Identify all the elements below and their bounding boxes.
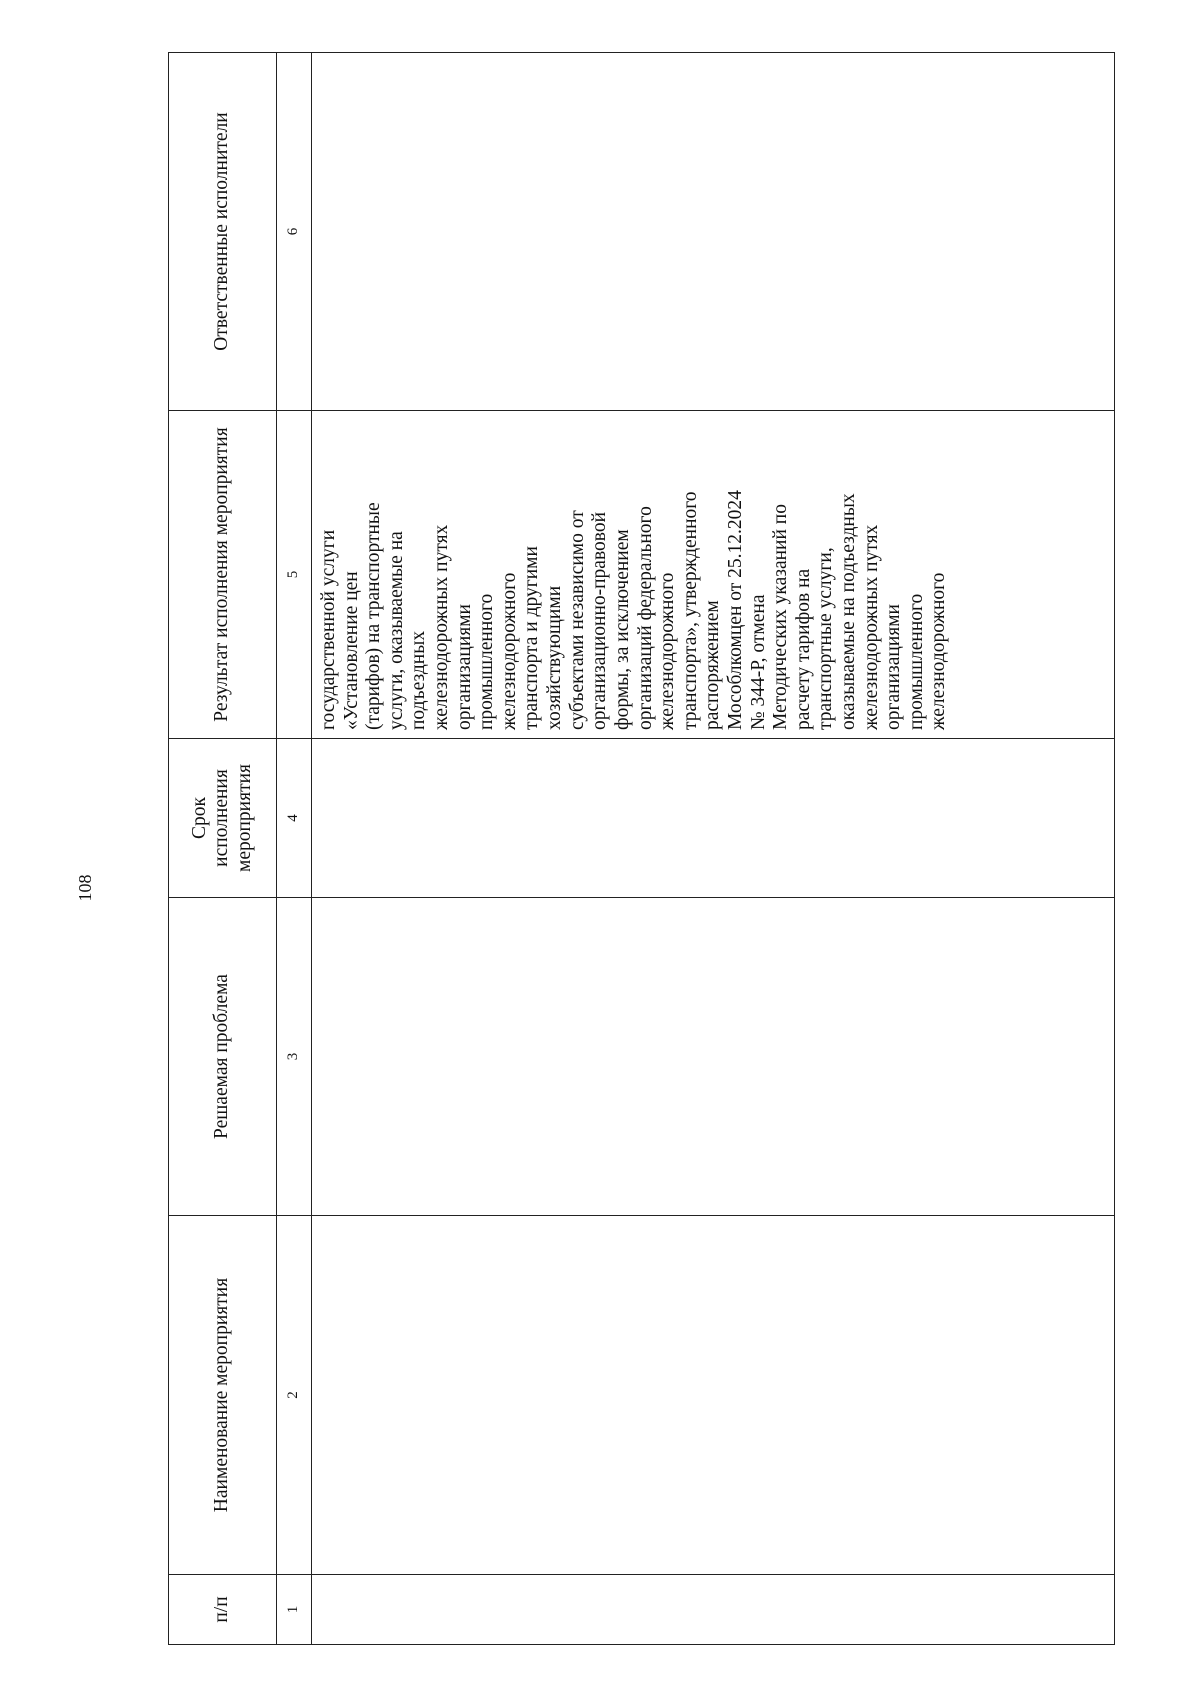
cell-deadline [312, 739, 1115, 898]
header-deadline: Срок исполнения мероприятия [169, 739, 277, 898]
header-responsible: Ответственные исполнители [169, 53, 277, 411]
cell-responsible [312, 53, 1115, 411]
cell-result: государственной услуги «Установление цен (тарифов) на транспортные услуги, оказываемые на подъездных железнодорожных путях организациями промышленного железнодорожного транспорта и другими хозяйствующими субъектами независимо от организационно-правовой формы, за исключением организаций федерального железнодорожного транспорта», утвержденного распоряжением Мособлкомцен от 25.12.2024 № 344-Р, отмена Методических указаний по расчету тарифов на транспортные услуги, оказываемые на подъездных железнодорожных путях организациями промышленного железнодорожного [312, 411, 1115, 739]
column-number: 2 [277, 1216, 312, 1575]
table-container [168, 53, 1115, 1696]
header-num: п/п [169, 1575, 277, 1645]
header-name: Наименование мероприятия [169, 1216, 277, 1575]
column-numbers-row [277, 53, 312, 1645]
header-problem: Решаемая проблема [169, 898, 277, 1216]
column-number: 5 [277, 411, 312, 739]
cell-problem [312, 898, 1115, 1216]
page-number: 108 [75, 874, 95, 902]
header-result: Результат исполнения мероприятия [169, 411, 277, 739]
measures-table [168, 52, 1115, 1645]
table-row [312, 53, 1115, 1645]
cell-num [312, 1575, 1115, 1645]
header-row [169, 53, 277, 1645]
column-number: 3 [277, 898, 312, 1216]
column-number: 4 [277, 739, 312, 898]
cell-name [312, 1216, 1115, 1575]
column-number: 1 [277, 1575, 312, 1645]
column-number: 6 [277, 53, 312, 411]
rotated-landscape-page [168, 2, 1115, 1645]
